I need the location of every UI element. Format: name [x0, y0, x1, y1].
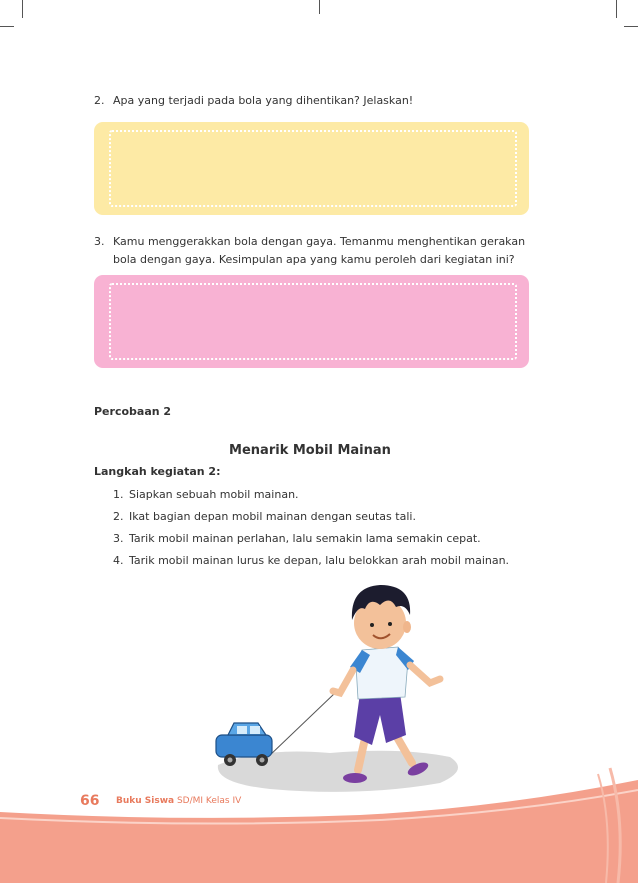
- steps-label: Langkah kegiatan 2:: [94, 465, 221, 478]
- question-3: [94, 233, 539, 269]
- footer-wave-decoration: [0, 760, 638, 883]
- crop-mark: [616, 0, 617, 18]
- step-number: 1.: [113, 488, 124, 501]
- step-number: 3.: [113, 532, 124, 545]
- step-text: Tarik mobil mainan perlahan, lalu semakin lama semakin cepat.: [129, 532, 481, 545]
- answer-box-yellow[interactable]: [94, 122, 529, 215]
- crop-mark: [0, 26, 14, 27]
- answer-box-pink[interactable]: [94, 275, 529, 368]
- page-number: 66: [80, 793, 100, 809]
- book-title-bold: Buku Siswa: [116, 796, 175, 806]
- step-text: Siapkan sebuah mobil mainan.: [129, 488, 299, 501]
- crop-mark: [624, 26, 638, 27]
- book-title: [116, 796, 241, 806]
- dotted-border: [109, 130, 517, 207]
- list-item: [113, 484, 509, 506]
- question-number: 3.: [94, 235, 105, 248]
- steps-list: [113, 484, 509, 572]
- list-item: [113, 506, 509, 528]
- experiment-title: Menarik Mobil Mainan: [229, 443, 391, 458]
- question-2: [94, 92, 534, 110]
- step-number: 2.: [113, 510, 124, 523]
- step-number: 4.: [113, 554, 124, 567]
- question-text: Kamu menggerakkan bola dengan gaya. Temanmu menghentikan gerakan bola dengan gaya. Kesimpulan apa yang kamu peroleh dari kegiatan ini?: [113, 235, 526, 266]
- question-text: Apa yang terjadi pada bola yang dihentikan? Jelaskan!: [113, 94, 414, 107]
- crop-mark: [22, 0, 23, 18]
- pull-string: [268, 693, 335, 757]
- list-item: [113, 550, 509, 572]
- step-text: Tarik mobil mainan lurus ke depan, lalu belokkan arah mobil mainan.: [129, 554, 510, 567]
- list-item: [113, 528, 509, 550]
- crop-mark: [319, 0, 320, 14]
- step-text: Ikat bagian depan mobil mainan dengan seutas tali.: [129, 510, 416, 523]
- book-title-rest: SD/MI Kelas IV: [174, 796, 242, 806]
- question-number: 2.: [94, 94, 105, 107]
- dotted-border: [109, 283, 517, 360]
- experiment-label: Percobaan 2: [94, 405, 172, 418]
